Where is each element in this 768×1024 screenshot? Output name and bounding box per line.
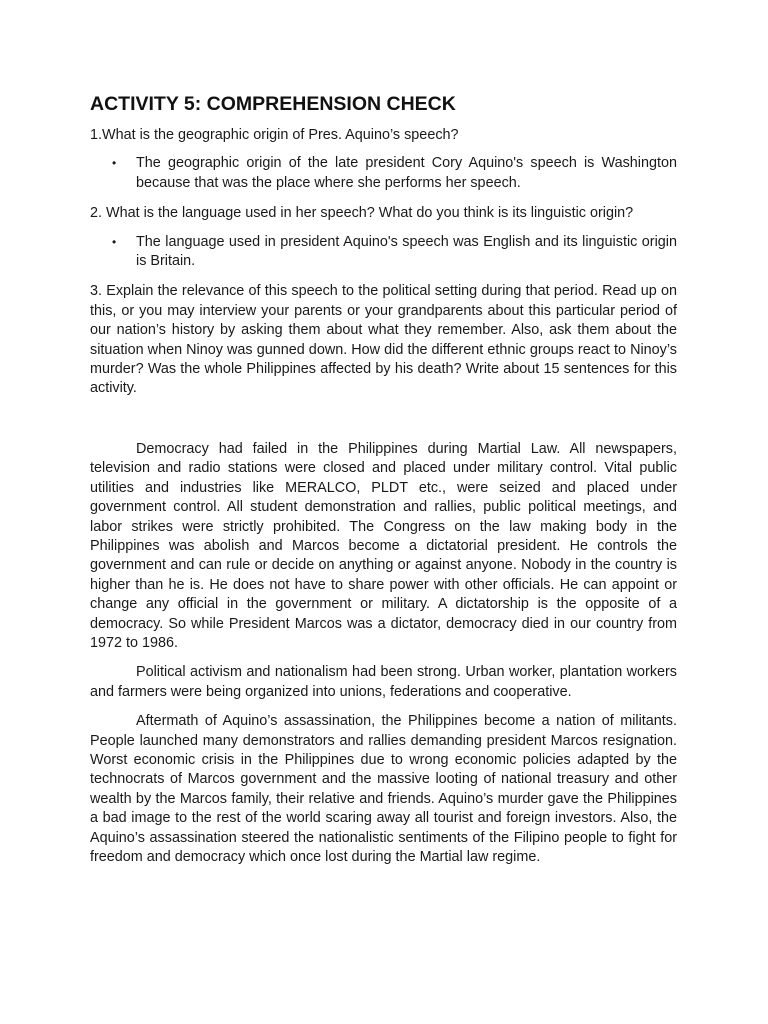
question-3: 3. Explain the relevance of this speech to the political setting during that period. Read up on this, or you may interview your parents or your grandparents about this particular period of our nation’s history by asking them about what they remember. Also, ask them about the situation when Ninoy was gunned down. How did the different ethnic groups react to Ninoy’s murder? Was the whole Philippines affected by his death? Write about 15 sentences for this activity.: [90, 283, 677, 397]
bullet-icon: •: [112, 156, 117, 171]
activity-title: ACTIVITY 5: COMPREHENSION CHECK: [90, 93, 456, 115]
answer-2: [90, 233, 677, 272]
question-block-1: [90, 126, 677, 193]
answer-1-text: The geographic origin of the late president Cory Aquino's speech is Washington because that was the place where she performs her speech.: [136, 155, 677, 191]
question-block-2: [90, 204, 677, 271]
essay-paragraph-2: Political activism and nationalism had been strong. Urban worker, plantation workers and farmers were being organized into unions, federations and cooperative.: [90, 664, 677, 700]
question-block-3: [90, 282, 677, 398]
document-content: [90, 92, 677, 877]
answer-1: [90, 154, 677, 193]
essay-paragraph-3: Aftermath of Aquino’s assassination, the Philippines become a nation of militants. People launched many demonstrators and rallies demanding president Marcos resignation. Worst economic crisis in the Philippines due to wrong economic policies adapted by the technocrats of Marcos government and the massive looting of national treasury and other wealth by the Marcos family, their relative and friends. Aquino’s murder gave the Philippines a bad image to the rest of the world scaring away all tourist and foreign investors. Also, the Aquino’s assassination steered the nationalistic sentiments of the Filipino people to fight for freedom and democracy which once lost during the Martial law regime.: [90, 713, 677, 865]
question-1: 1.What is the geographic origin of Pres. Aquino’s speech?: [90, 127, 459, 143]
answer-2-text: The language used in president Aquino's speech was English and its linguistic origin is Britain.: [136, 233, 677, 270]
answer-list-2: [90, 233, 677, 272]
question-2: 2. What is the language used in her speech? What do you think is its linguistic origin?: [90, 205, 634, 222]
essay-answer: [90, 440, 677, 868]
bullet-icon: •: [112, 234, 117, 249]
essay-paragraph-1: Democracy had failed in the Philippines during Martial Law. All newspapers, television and radio stations were closed and placed under military control. Vital public utilities and industries like MERALCO, PLDT etc., were seized and placed under government control. All student demonstration and rallies, public political meetings, and labor strikes were strictly prohibited. The Congress on the law making body in the Philippines was abolish and Marcos become a dictatorial president. He controls the government and can rule or decide on anything or against anyone. Nobody in the country is higher than he is. He does not have to share power with other officials. He can appoint or change any official in the government or military. A dictatorship is the opposite of a democracy. So while President Marcos was a dictator, democracy died in our country from 1972 to 1986.: [90, 440, 677, 651]
answer-list-1: [90, 154, 677, 193]
